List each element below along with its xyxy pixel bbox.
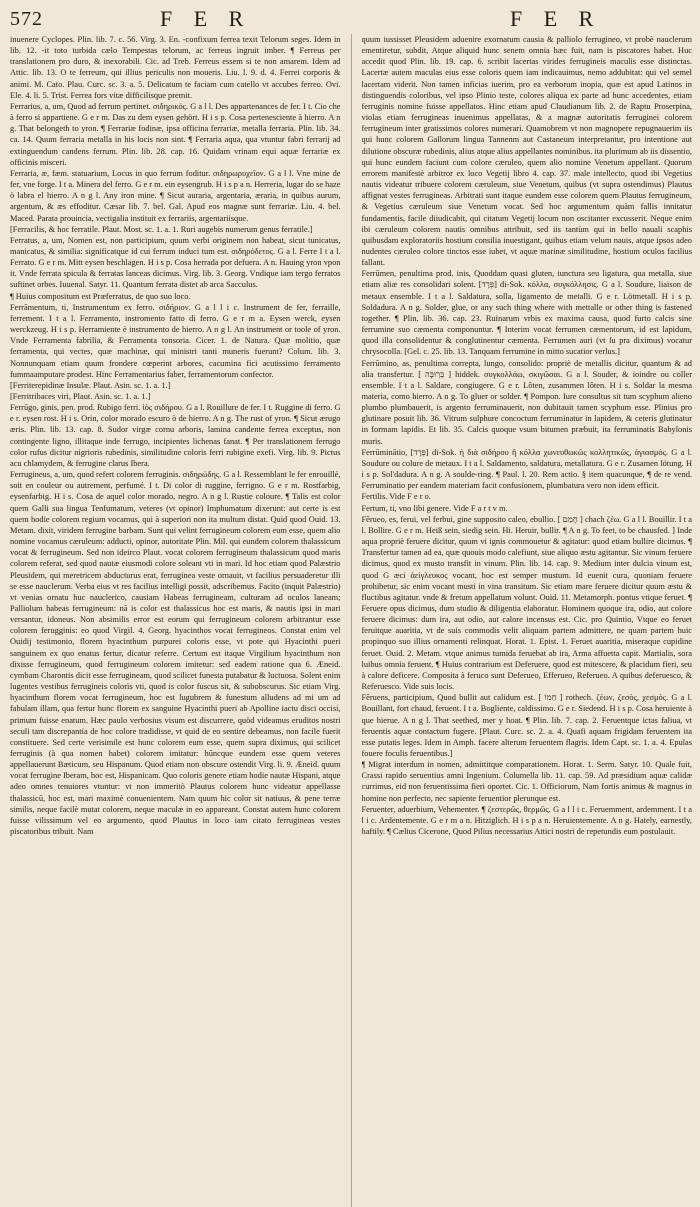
page-number: 572: [10, 8, 43, 30]
dictionary-entry: Feruenter, aduerbium, Vehementer. ¶ ζεστερῶς, θερμῶς. G a l l i c. Feruemment, ardemment. I t a l i c. Ardentemente. G e r m a n. Hitziglich. H i s p a n. Heruientemente. A n g. Hately, earnestly, haftily. ¶ Cælius Cicerone, Quod Pilius necessarius Attici nostri de repetundis eum postulauit.: [361, 804, 692, 837]
dictionary-entry: Ferraria, æ, fæm. statuarium, Locus in quo ferrum foditur. σιδηρωρυχεῖον. G a l l. Vne mine de fer, vne forge. I t a. Minera del ferro. G e r m. ein eysengrub. H i s p a n. Herreria, lugar do se haze ò labra el hierro. A n g l. Any iron mine. ¶ Sicut auraria, argentaria, æraria, in quibus aurum, argentum, & æs effoditur. Cæsar lib. 7. bel. Gal. Apud eos magnæ sunt ferrariæ. Liu. 4. bel. Maced. Parata prouincia, vectigalia instituit ex ferrariis, argentariisque.: [10, 168, 341, 223]
dictionary-entry: Ferrugineus, a, um, quod refert colorem ferruginis. σιδηρώδης. G a l. Ressemblant le fer enrouillé, soit en couleur ou autrement, perfumé. I t. Di color di ruggine, ferrigno. G e r m. Rostfarbig, eysenfarbig. H i s. Cosa de aquel color morado, negro. A n g l. Rustie coloure. ¶ Talis est color quem Galli sua lingua Tenfumatum, veteres (vt opinor) Imphumatum dixerunt: aut certe is est quem hodie colorem regium vocamus, qui à superiori non ita multum distat. Quid quod Ouid. 13. Metam. dixit, viridem ferrugine barbam. Sunt qui velint ferrugineum colorem eum esse, quem alio nomine vocamus cæruleum: adducti, opinor, autoritate Plin. Mil. qui eundem colorem thalassicum vocat & ferrugineum. Sed non ideirco Plaut. vocat colorem ferrugineum thalassicum quod maris colorem referat, sed quod nautæ eiusmodi colore soleant vti in mari. Id hoc etiam quod Palæstrio Pleusidem, qui meretricem abducturus erat, ferruginea veste ornauit, vt facilius persuaderetur illi se esse nauclerum. Verba eius vt res facilius intelligi possit, adscribemus. Facito (inquit Palæstrio) vt venias ornatu huc nauclerico, causiam Habeas ferrugineam, culturam ad oculos laneam; Palliolum habeas ferrugineum: nā is color est thalassicus hoc est maris, & nautis ipsi in mari versantur, idoneus. Non absimilis error est eorum qui ferrugineum colorem arbitrantur esse colorem ferugginis: eo quod Virgil. 4. Georg. hyacinthos vocat ferrugineos. Constat enim vel Ouidij testimonio, florem hyacinthum purpurei coloris esse, vt pote qui Hyacinthi pueri sanguinem ex quo enatus fertur, dicatur referre. Certum est itaque Virgilium hyacinthum non dixisse ferrugineum, quod ferrugineum colorem imitetur: sed eadem ratione qua 6. Æneid. cymbam Charontis dicit esse ferrugineam, quod scilicet funesta putabatur & luctuosa. Solent enim lugentes vestibus ferrugineis colorìs vti, quod is color fuscus sit, & subobscurus. Sic etiam Virg. hyacinthum florem vocat ferrugineum, hoc est lugubrem & funestum alludens ad mi um ad fabulam illam, qua fertur hunc florem ex sanguine Hyacinthi pueri ab Apolline iactu disci occisi, primum fuisse enatum. Hæc paulo verbosius visum est discurrere, quòd videamus eruditos nostri seculi tam discrepantia de hoc colore tradidisse, vt quid de eo sentire debeamus, non facile fuerit constituere. Sed certe verisimile est hunc colorem eum esse, quem supra diximus, qui scilicet ferruginis (à qua nomen habet) colorem imitatur: hūncque eundem esse quem veteres appellauerunt Bæticum, seu Hispanum. Quod etiam non obscure ostendit Virg. li. 9. Æneid. quum vocat ferrugine Iberam, hoc est, Hispanicam. Quo coloris genere etiam hodie nautæ Hispani, atque adeo omnes tenuiores vtuntur: vt non immeritò Plautus colorem hunc videatur appellasse thalassicū, hoc est, mari maximè conuenientem. Nam quum hic color sit natiuus, & pene terræ similis, neque facilè mutat colorem, neque maculæ in eo appareant. Constat autem hunc colorem fuisse vilissimum vel eo argumento, quod Plautus in loco iam citato ferrugineas vestes piscatoribus tribuit. Nam: [10, 470, 341, 837]
right-column: [362, 34, 693, 1207]
dictionary-entry: Ferrarius, a, um, Quod ad ferrum pertinet. σιδηρικός. G a l l. Des appartenances de fer. I t. Cio che à ferro si appartiene. G e r m. Das zu dem eysen gehört. H i s p. Cosa pertenesciente à hierro. A n g. That belongeth to yron. ¶ Ferrariæ fodinæ, ipsa officina ferrariæ, metalla ferraria. Plin. lib. 34. ca. 14. Quum ferraria metalla in his locis non sint. ¶ Ferraria aqua, qua vtuntur fabri ferrarij ad extinguendum candens ferrum. Plin. lib. 28. cap. 16. Quidam vrinam equi aquæ ferrariæ ex officinis misceri.: [10, 101, 341, 167]
dictionary-entry: Ferratus, a, um, Nomen est, non participium, quum verbi originem non habeat, sicut tunicatus, manicatus, & similia: significatque id cui ferrum induci tum est. σιδηρόδετος. G a l. Ferre I t a l. Ferrato. G e r m. Mitt eysen beschlagen. H i s p. Cosa herrada por defuera. A n. Hauing yron vpon it. Vnde ferrata spicula & ferratas lanceas dicimus. Virg. lib. 3. Georg. Vndique iam tergo ferratos suftinet orbes. Iuuenal. Satyr. 11. Quantum ferrata distet ab arca Sacculus.: [10, 235, 341, 290]
dictionary-entry: Ferrāmentum, ti, Instrumentum ex ferro. σιδήριον. G a l l i c. Instrument de fer, ferraille, ferrement. I t a l. Ferramento, instromento fatto di ferro. G e r m a. Eysen werck, eysen werckzeug. H i s p. Herramiente è instrumento de hierro. A n g l. An instrument or toole of yron. Vnde Ferramenta fabrilia, & Ferramenta tonsoria. Cicer. 1. de Natura. Quæ molitio, quæ ferramenta, qui vectes, quæ machinæ, qui ministri tanti muneris fuerunt? Colum. lib. 3. Nonnunquam etiam quum frondere cœperint arbores, cacumina fici acutissimo ferramento fummaamputare prodest. Hinc Ferramentarius faber, ferramentorum confector.: [10, 302, 341, 379]
dictionary-entry: Fertum, ti, vno libi genere. Vide F a r t v m.: [361, 503, 508, 513]
dictionary-entry: Fertilis. Vide F e r o.: [361, 492, 431, 502]
dictionary-entry: inuenere Cyclopes. Plin. lib. 7. c. 56. Virg. 3. En. -confixum ferrea texit Telorum seges. Idem in lib. 12. -it toto turbida cælo Tempestas telorum, ac ferreus ingruit imber. ¶ Ferreus per translationem pro duro, & inexorabili. Cic. ad Treb. Ferreus essem si te non amarem. Idem ad Attic. lib. 13. O te ferreum, qui illius periculis non moueris. Liu. l. 9. d. 4. Ferrei corporis & animi. M. Cato. Plau. Curc. sc. 3. a. 5. Delicatum te faciam cum catello vt accubes ferreo. Ovi. Ele. 4. li. 5. Trist. Ferrea fors vitæ difficilisque premit.: [10, 35, 341, 100]
dictionary-entry: ¶ Huius compositum est Præferratus, de quo suo loco.: [10, 291, 191, 301]
dictionary-entry: Ferrūmen, penultima prod. inis, Quoddam quasi gluten, iunctura seu ligatura, qua metalla, siue etiam aliæ res consolidari solent. [פְּרָד] di-Sok. κόλλα, συγκόλλησις. G a l. Soudure, liaison de metaux ensemble. I t a l. Saldatura, solla, ligamento de metalli. G e r. Lötmetall. H i s p. Soldadura. A n g. Solder, glue, or any such thing where with mettalle or other thing is fastened together. ¶ Plin. lib. 36. cap. 23. Ruinarum vrbis ex maxima causa, quod furto calcis sine ferrumine suo cæmenta componuntur. ¶ Interim vocat ferrumen cæmentorum, id est lapidum, quod illa consolidentur & conglutinentur cæmenta. Ferrumen auri (vt ſu pra diximus) vocatur chrysocolla. [Gel. c. 25. lib. 13. Tanquam ferrumine in mitto sucatior verlus.]: [361, 269, 692, 357]
running-head-left: F E R: [160, 6, 252, 31]
dictionary-entry: Ferrūmino, as, penultima correpta, lungo, consolido: propriè de metallis dicitur, quantum & ad alia transfertur. [ בְּרְוּבָּה ] hiddek. συγκολλάω, σκιγῶσαι. G a l. Souder, & ioindre ou coller ensemble. I t a l. Saldare, congiugere. G e r. Lôten, zusammen lôten. H i s. Soldar la mesma materia, como hierro. A n g. To gluer or solder. ¶ Pompon. Iure consultus sit tum scyphum alieno plumbo plumbauerit, is argento ferruminauerit, non dubitauit tamen scyphum esse. Plinius pro glutinare posuit lib. 36. Vitrum sulphure concoctum ferruminatur in lapidem, & ceteris glutinatur in formam lapidis. Et lib. 35. Calcis quoque vsum bitumen præbuit, ita ferruminatis Babylonis muris.: [361, 358, 692, 446]
dictionary-entry: [Ferracilis, & hoc ferratile. Plaut. Most. sc. 1. a. 1. Ruri augebis numerum genus ferratile.]: [10, 224, 313, 234]
running-head-right: F E R: [510, 6, 602, 31]
dictionary-entry: Fĕruens, participium, Quod bullit aut calidum est. [ חַמוֹ ] rothech. ζέων, ζεσὸς, χεσμός. G a l. Bouillant, fort chaud, feruent. I t a. Bogliente, caldissimo. G e r. Siedend. H i s p. Cosa heruiente à que hierue. A n g l. That seethed, mer y hoat. ¶ Plin. lib. 7. cap. 2. Feruentque ictas faliua, vt feruentis aquæ contactum fugere. [Plaut. Curc. sc. 2. a. 4. Quafi aquam frigidam feruentem ita esse putatis leges. Idem in Amph. facere alterum feruentem flagris. Idem Capt. sc. 1. a. 4. Epulas fouere foculis feruentibus.]: [361, 693, 692, 758]
dictionary-entry: Ferrūgo, ginis, pen. prod. Rubigo ferri. ἰὸς σιδήρου. G a l. Rouillure de fer. I t. Ruggine di ferro. G e r. eysen rost. H i s. Orin, color morado escuro ò de hierro. A n g. The rust of yron. ¶ Sicut ærugo æris. Plin. lib. 13. cap. 8. Sudor virgæ cornu arboris, lamina candente ferrea exceptus, non contingente ligno, illitaque inde ferrugo, incipientes lichenas fanat. ¶ Per translationem ferrugo color rufus dicitur nigrioris rubedinis, similitudine coloris ferri rubigine exefi. Virg. lib. 9. Pictus acu chlamydem, & ferrugine clarus Ibera.: [10, 403, 341, 468]
dictionary-entry: [Ferriterepidinæ Insulæ. Plaut. Asin. sc. 1. a. 1.]: [10, 380, 171, 390]
dictionary-entry: quum iussisset Pleusidem aduenire exornatum causia & palliolo ferrugineo, vt probè nauclerum ementiretur, subdit, Atque aliquid hunc senem omnia hæc fuit, nam is piscatores habet. Huc accedit quod Plin. lib. 19. cap. 6. scribit lacertas virides ferrugineis maculis esse distinctas. Lacertæ autem maculas eius esse coloris quem iam indicauimus, nemo addubitat: qui vel semel lacertam viderit. Non tamen inficias iuerim, pro ea verborum inopia, quæ est apud Latinos in distinguendis coloribus, vel ipso Plinio teste, colores aliqua ex parte ad hunc accedentes, etiam ferruginis nomine fuisse appellatos. Hinc etiam apud Claudianum lib. 2. de Raptu Proserpina, violas etiam ferrugineas inuenimus appellatas, & a magnæ autoritatis ferruginei colorem ferrugineum inter gratissimos colores numerari. Quamobrem vt non magnopere repugnauerim iis qui hunc colorem Gallorum lingua Tannenm aut Castaneum interpretantur, pro intentione aut dilutione obscuræ rubedinis, alius atque alius appellantes nominibus. ita plurimum ab iis dissentio, qui hunc eundem faciunt cum colore cæruleo, quem alio nomine Venetum appellant. Quorum errorem manifestè arbitror ex loco Vegetij libro 4. cap. 37. male intellecto, quod ibi Vegetius nautis videatur tribuere colorem cæruleum, siue Venetum, quibus (vt supra ostendimus) Plautus affignat vestes ferrugineas. Arbitrati sunt itaque eundem esse colorem quem Plautus ferrugineum, & Vegetius cæruleum siue Venetum vocat. Sed hoc argumentum quàm fallis innitatur fundamentis, facile diiudicabit, qui citatum Vegetij locum non oscitanter excusserit. Neque enim ibi cæruleum colorem nautis omnibus attribuit, sed iis tantùm qui in bello nauali scaphis quibusdam exploratoriis hostium consilia inuestigant, quibus etiam velum nauis, atque ipsos adeo nudentes cæruleo colore tinctos esse iubet, vt aquæ marinæ similitudine, hostium oculos facilius fallant.: [361, 35, 692, 268]
dictionary-entry: Fĕrueo, es, ferui, vel ferbui, gine supposito caleo, ebullio. [ חָמַם ] chach ζέω. G a l l. Bouillir. I t a l. Bollire. G e r m. Heiß sein, siedig sein. Hi. Heruir, bullir. ¶ A n g. To feet, to be chausfed. ] Inde aqua propriè feruere dicitur, quum vi ignis commouetur & agitatur: quod etiam bullire dicimus. ¶ Transfertur tamen ad ea, quæ quouis modo calefiunt, siue aliquo æstu agitantur. Sic vinum feruere dicimus, quod ex musto transfit in vinum. Plin. lib. 14. cap. 9. Medium inter dulcia vinum est, quod G æci ἀεὶγλευκος vocant, hoc est semper mustum. Id euenit cura, quoniam feruere prohibetur, sic enim vocant musti in vina transitum. Sic etiam mare feruere dicitur quum æstu & fluctibus agitatur. vnde & fretum appellatum volunt. Ouid. 11. Metamorph. pontus vtique feruet. ¶ Feruere opus dicimus, dum studio & diligentia elaboratur. Hominem quoque ira, odio, aut colore feruere dicimus: dum ira, aut odio, aut calore incensus est. Cic. pro Quintio, Vtque eo feruet feruitque auaritia, vt de suis commodis velit aliquam partem admittere, ne quam partem huic propinquo suo illius ornamenti relinquat. Horat. 1. Epist. 1. Feruet auaritia, miseraque cupidine feruet. Ouid. 2. Metam. vtque animus tumida feruebat ab ira, Arma affuetta capit. Martialis, sora luibus omnia feruent. ¶ Huius contrarium est Deferuere, quod est mitescere, & placidum fieri, seu à calore deficere. Composita à feruco sunt Deferueo, Efferueo, Referueo. A quibus deferuesco, & Referuesco. Vide suis locis.: [361, 514, 692, 692]
dictionary-entry: [Ferritribaces viri, Plaut. Asin. sc. 1. a. 1.]: [10, 392, 151, 401]
dictionary-entry: Ferrūminātio, [פְּרָד] di-Sok. ἡ διὰ σιδήρου ἢ κόλλα χωνευθωκῶς κολλητικῶς, ἁγιασμός. G a l. Soudure ou colure de metaux. I t a l. Saldamento, saldatura, metallatura. G e r. Zusamen lötung. H i s p. Sol'dadura. A n g. A soulde-ring. ¶ Paul. l. 20. Rem actio. § item quacunque, ¶ de re vend. Ferruminatio per eandem materiam facit confusionem, plumbatura vero non idem efficit.: [361, 447, 692, 491]
dictionary-entry: ¶ Migrat interdum in nomen, admittitque comparationem. Horat. 1. Serm. Satyr. 10. Quale fuit, Crassi rapido seruentius amni Ingenium. Columella lib. 11. cap. 59. Ad præsidium aquæ calidæ currimus, eid non feruentissima fieri oportet. Cic. 1. Officiorum, Nam fortis animus & magnus in homine non perfecto, nec sapiente feruentior plerunque est.: [361, 760, 692, 803]
page-header: [10, 6, 692, 36]
column-divider: [351, 34, 352, 1207]
text-columns: [10, 34, 692, 1207]
left-column: [10, 34, 341, 1207]
